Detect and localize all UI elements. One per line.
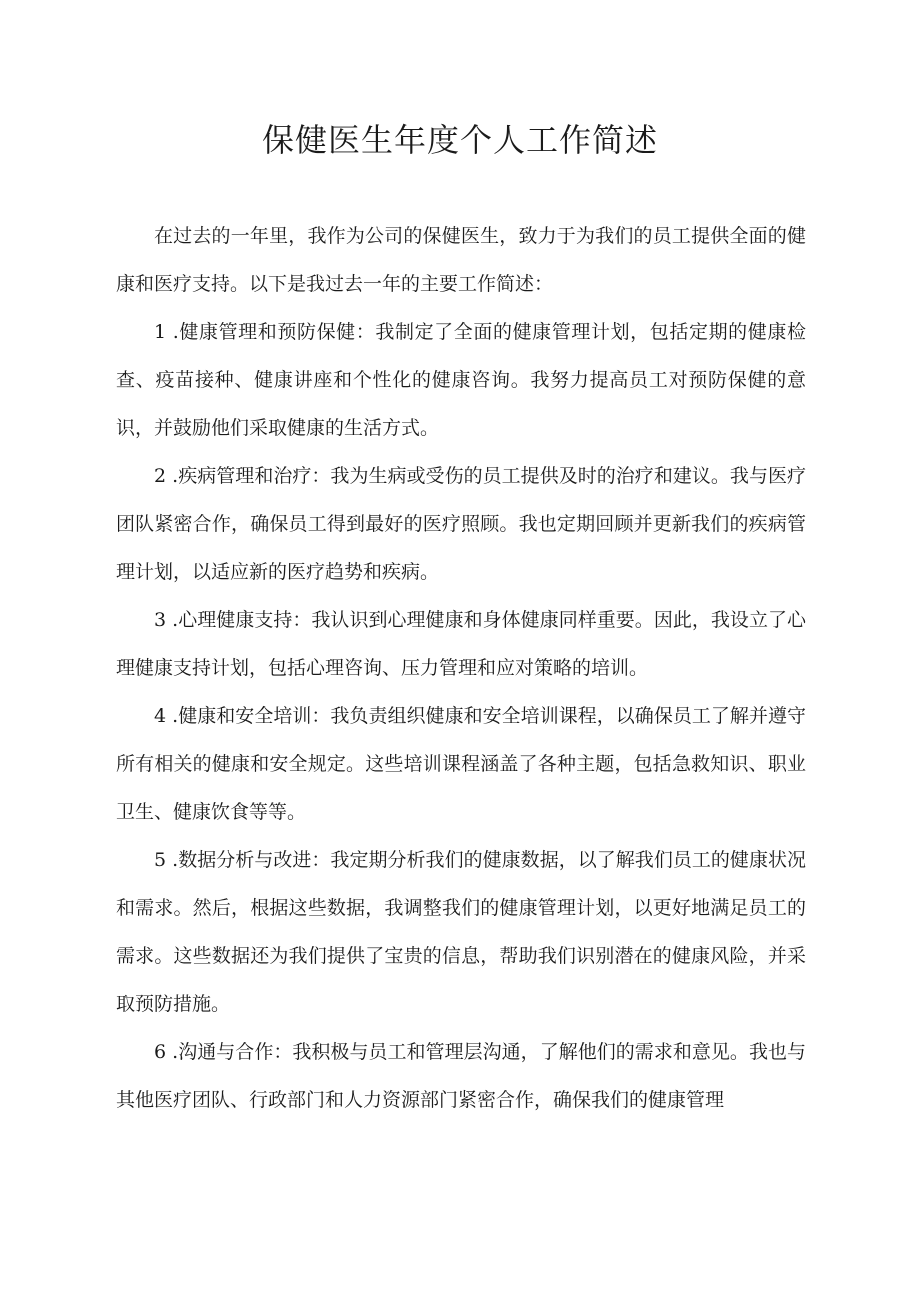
item-text: .疾病管理和治疗：我为生病或受伤的员工提供及时的治疗和建议。我与医疗团队紧密合作，确保员工得到最好的医疗照顾。我也定期回顾并更新我们的疾病管理计划，以适应新的医疗趋势和疾病。 [116, 465, 807, 583]
list-item [116, 1028, 806, 1124]
item-number: 5 [154, 849, 167, 871]
item-text: .健康管理和预防保健：我制定了全面的健康管理计划，包括定期的健康检查、疫苗接种、健康讲座和个性化的健康咨询。我努力提高员工对预防保健的意识，并鼓励他们采取健康的生活方式。 [116, 321, 806, 439]
list-item [116, 836, 806, 1028]
item-text: .数据分析与改进：我定期分析我们的健康数据，以了解我们员工的健康状况和需求。然后，根据这些数据，我调整我们的健康管理计划，以更好地满足员工的需求。这些数据还为我们提供了宝贵的信息，帮助我们识别潜在的健康风险，并采取预防措施。 [116, 849, 807, 1015]
item-number: 2 [154, 465, 167, 487]
list-item [116, 452, 806, 596]
item-number: 3 [154, 609, 167, 631]
item-text: .沟通与合作：我积极与员工和管理层沟通，了解他们的需求和意见。我也与其他医疗团队、行政部门和人力资源部门紧密合作，确保我们的健康管理 [116, 1041, 807, 1111]
item-number: 1 [154, 321, 167, 343]
document-body [116, 212, 806, 1124]
item-text: .健康和安全培训：我负责组织健康和安全培训课程，以确保员工了解并遵守所有相关的健康和安全规定。这些培训课程涵盖了各种主题，包括急救知识、职业卫生、健康饮食等等。 [116, 705, 807, 823]
item-text: .心理健康支持：我认识到心理健康和身体健康同样重要。因此，我设立了心理健康支持计划，包括心理咨询、压力管理和应对策略的培训。 [116, 609, 807, 679]
item-number: 6 [154, 1041, 167, 1063]
item-number: 4 [154, 705, 167, 727]
list-item [116, 596, 806, 692]
document-title: 保健医生年度个人工作简述 [261, 121, 658, 159]
list-item [116, 692, 806, 836]
intro-paragraph: 在过去的一年里，我作为公司的保健医生，致力于为我们的员工提供全面的健康和医疗支持。以下是我过去一年的主要工作简述： [116, 225, 806, 295]
list-item [116, 308, 806, 452]
